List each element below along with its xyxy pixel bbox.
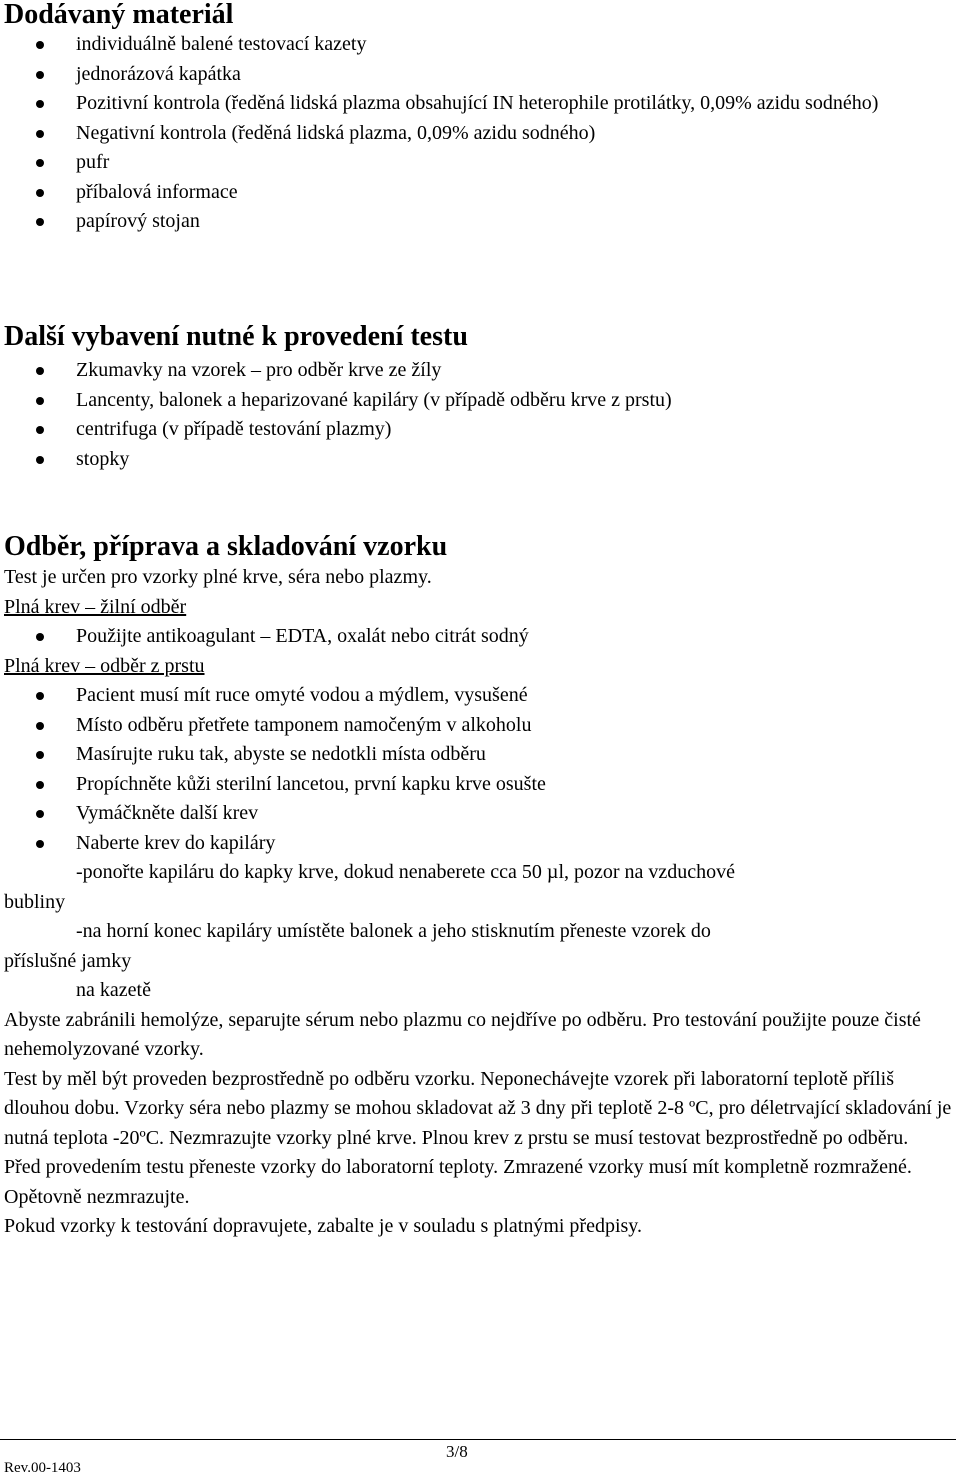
heading-supplied-material: Dodávaný materiál [4, 0, 234, 30]
step-text: příslušné jamky [4, 949, 132, 972]
supplied-material-list [4, 30, 956, 237]
intro-text: Test je určen pro vzorky plné krve, séra nebo plazmy. [4, 566, 432, 588]
heading-additional-equipment: Další vybavení nutné k provedení testu [4, 321, 468, 352]
additional-equipment-list [4, 356, 956, 474]
paragraph: Abyste zabránili hemolýze, separujte sérum nebo plazmu co nejdříve po odběru. Pro testování použijte pouze čisté nehemolyzované vzorky. [4, 1008, 921, 1060]
heading-sample-collection: Odběr, příprava a skladování vzorku [4, 531, 448, 562]
footer-divider [0, 1439, 956, 1440]
paragraph: Pokud vzorky k testování dopravujete, zabalte je v souladu s platnými předpisy. [4, 1215, 643, 1237]
step-text: na kazetě [76, 979, 151, 1001]
list-item: Pacient musí mít ruce omyté vodou a mýdlem, vysušené [4, 681, 956, 711]
list-item: Použijte antikoagulant – EDTA, oxalát nebo citrát sodný [4, 622, 956, 652]
list-item: Vymáčkněte další krev [4, 799, 956, 829]
list-item: pufr [4, 148, 956, 178]
list-item: jednorázová kapátka [4, 60, 956, 90]
paragraph: Před provedením testu přeneste vzorky do laboratorní teploty. Zmrazené vzorky musí mít kompletně rozmražené. Opětovně nezmrazujte. [4, 1156, 912, 1208]
list-item: Zkumavky na vzorek – pro odběr krve ze žíly [4, 356, 956, 386]
list-item: Negativní kontrola (ředěná lidská plazma, 0,09% azidu sodného) [4, 119, 956, 149]
step-text: -na horní konec kapiláry umístěte balonek a jeho stisknutím přeneste vzorek do [76, 920, 711, 942]
page-number: 3/8 [446, 1442, 468, 1461]
finger-subheading: Plná krev – odběr z prstu [4, 654, 205, 677]
step-text: -ponořte kapiláru do kapky krve, dokud nenaberete cca 50 µl, pozor na vzduchové [76, 861, 736, 883]
finger-list [4, 681, 956, 858]
list-item: Propíchněte kůži sterilní lancetou, první kapku krve osušte [4, 770, 956, 800]
list-item: Místo odběru přetřete tamponem namočeným v alkoholu [4, 711, 956, 741]
list-item: Pozitivní kontrola (ředěná lidská plazma obsahující IN heterophile protilátky, 0,09% azidu sodného) [4, 89, 956, 119]
list-item: stopky [4, 445, 956, 475]
step-text: bubliny [4, 890, 66, 913]
list-item: papírový stojan [4, 207, 956, 237]
revision-label: Rev.00-1403 [4, 1460, 81, 1476]
sample-collection-body [4, 563, 956, 1242]
list-item: individuálně balené testovací kazety [4, 30, 956, 60]
list-item: Naberte krev do kapiláry [4, 829, 956, 859]
list-item: Lancenty, balonek a heparizované kapiláry (v případě odběru krve z prstu) [4, 386, 956, 416]
list-item: centrifuga (v případě testování plazmy) [4, 415, 956, 445]
venous-subheading: Plná krev – žilní odběr [4, 595, 187, 618]
list-item: Masírujte ruku tak, abyste se nedotkli místa odběru [4, 740, 956, 770]
list-item: příbalová informace [4, 178, 956, 208]
paragraph: Test by měl být proveden bezprostředně po odběru vzorku. Neponechávejte vzorek při laboratorní teplotě příliš dlouhou dobu. Vzorky séra nebo plazmy se mohou skladovat až 3 dny při teplotě 2-8 ºC, pro déletrvající skladování je nutná teplota -20ºC. Nezmrazujte vzorky plné krve. Plnou krev z prstu se musí testovat bezprostředně po odběru. [4, 1067, 952, 1149]
venous-list [4, 622, 956, 652]
